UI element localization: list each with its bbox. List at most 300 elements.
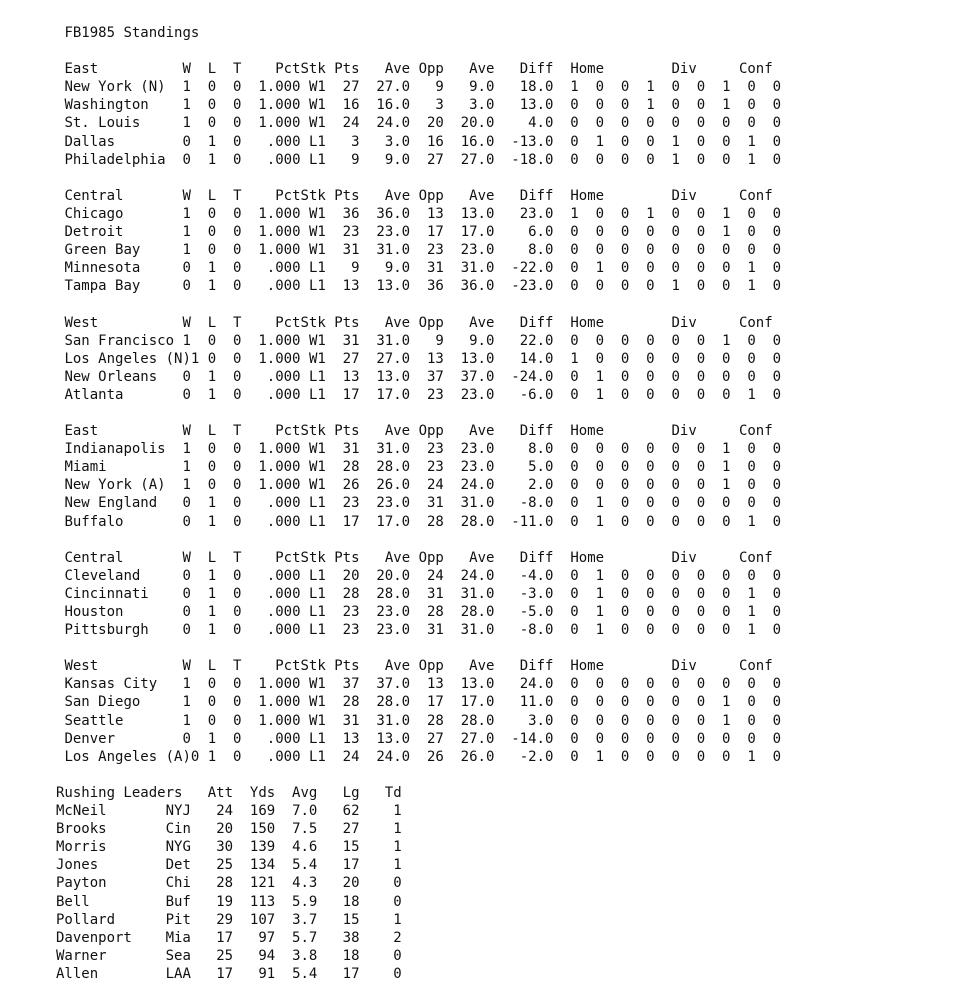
points-for-avg: 28.0 <box>376 694 411 711</box>
points-for: 28 <box>342 459 360 476</box>
win-pct: .000 <box>266 368 301 385</box>
div-record: 1 <box>671 278 680 295</box>
home-record: 1 <box>595 513 605 530</box>
rushing-row <box>56 802 781 820</box>
conf-record: 1 <box>722 477 731 494</box>
standings-row <box>56 567 781 585</box>
win-pct: .000 <box>266 386 301 403</box>
home-record: 1 <box>595 133 605 150</box>
home-record: 0 <box>570 224 579 241</box>
conf-record: 0 <box>772 441 782 458</box>
home-record: 0 <box>570 386 579 403</box>
conf-record: 0 <box>772 368 782 385</box>
points-for-avg: 23.0 <box>376 495 411 512</box>
losses: 0 <box>207 97 217 114</box>
streak: W1 <box>308 676 326 693</box>
home-record: 0 <box>620 459 630 476</box>
col-header-ave: Ave <box>384 314 411 331</box>
conf-record: 0 <box>772 386 782 403</box>
win-pct: .000 <box>266 278 301 295</box>
points-against-avg: 31.0 <box>460 495 495 512</box>
home-record: 1 <box>595 495 604 512</box>
wins: 1 <box>182 242 191 259</box>
touchdowns: 1 <box>393 821 402 838</box>
conf-record: 0 <box>772 260 782 277</box>
wins: 1 <box>190 350 200 367</box>
home-record: 0 <box>595 459 604 476</box>
wins: 0 <box>182 495 191 512</box>
streak: L1 <box>308 368 326 385</box>
conf-record: 1 <box>722 205 731 222</box>
home-record: 0 <box>595 97 605 114</box>
col-header-conf: Conf <box>738 61 773 78</box>
points-for-avg: 37.0 <box>376 676 411 693</box>
points-for: 13 <box>342 730 360 747</box>
home-record: 1 <box>595 368 604 385</box>
point-diff: -22.0 <box>511 260 554 277</box>
blank-line <box>56 42 781 60</box>
conf-record: 0 <box>772 604 782 620</box>
col-header-ave: Ave <box>384 658 411 675</box>
home-record: 0 <box>570 115 579 132</box>
streak: L1 <box>308 386 326 403</box>
col-header-stk: Stk <box>300 61 326 78</box>
div-record: 0 <box>696 97 706 114</box>
win-pct: .000 <box>266 260 301 277</box>
points-against-avg: 9.0 <box>469 332 495 349</box>
standings-row <box>56 386 781 404</box>
col-header-stk: Stk <box>300 658 326 675</box>
points-for: 13 <box>342 278 360 295</box>
home-record: 0 <box>595 205 605 222</box>
streak: L1 <box>308 622 326 639</box>
wins: 1 <box>182 477 191 494</box>
point-diff: 2.0 <box>528 477 554 494</box>
points-against-avg: 24.0 <box>460 567 495 584</box>
div-record: 0 <box>696 730 706 747</box>
touchdowns: 0 <box>393 965 402 982</box>
long: 27 <box>342 821 360 838</box>
col-header-t: T <box>233 314 242 331</box>
streak: L1 <box>308 567 326 584</box>
losses: 0 <box>207 350 217 367</box>
points-for: 20 <box>342 567 360 584</box>
team-name: Seattle <box>64 712 124 729</box>
ties: 0 <box>233 151 242 168</box>
points-against: 9 <box>435 332 444 349</box>
points-against: 28 <box>426 513 444 530</box>
standings-row <box>56 332 781 350</box>
points-against: 31 <box>426 260 444 277</box>
div-record: 0 <box>671 441 680 458</box>
rushing-col-yds: Yds <box>249 784 276 801</box>
home-record: 0 <box>595 350 604 367</box>
points-for-avg: 31.0 <box>376 441 411 458</box>
division-header <box>56 187 781 205</box>
points-for-avg: 9.0 <box>384 151 411 168</box>
conf-record: 0 <box>722 133 731 150</box>
streak: W1 <box>308 459 326 476</box>
player-team: Det <box>165 857 191 874</box>
div-record: 0 <box>671 694 680 711</box>
conf-record: 0 <box>747 242 756 259</box>
points-against-avg: 28.0 <box>460 604 495 620</box>
div-record: 0 <box>646 459 655 476</box>
col-header-home: Home <box>570 658 605 675</box>
points-for: 27 <box>342 350 360 367</box>
conf-record: 0 <box>772 205 782 222</box>
conf-record: 1 <box>722 459 731 476</box>
col-header-opp-ave: Ave <box>469 314 495 331</box>
conf-record: 0 <box>772 350 782 367</box>
wins: 0 <box>182 513 191 530</box>
points-against: 36 <box>426 278 444 295</box>
points-for: 9 <box>351 260 360 277</box>
average: 3.7 <box>292 911 318 928</box>
points-for-avg: 23.0 <box>376 622 411 639</box>
home-record: 0 <box>620 115 630 132</box>
col-header-conf: Conf <box>738 314 773 331</box>
win-pct: .000 <box>266 495 301 512</box>
conf-record: 1 <box>747 622 756 639</box>
home-record: 1 <box>595 386 605 403</box>
col-header-l: L <box>207 61 217 78</box>
losses: 1 <box>207 386 217 403</box>
point-diff: -3.0 <box>519 585 554 602</box>
team-name: Los Angeles (A) <box>64 748 191 765</box>
conf-record: 0 <box>722 260 731 277</box>
player-name: Davenport <box>56 929 132 946</box>
col-header-stk: Stk <box>300 187 326 204</box>
points-against-avg: 31.0 <box>460 585 495 602</box>
div-record: 0 <box>671 477 680 494</box>
conf-record: 0 <box>747 676 756 693</box>
div-record: 0 <box>671 730 680 747</box>
attempts: 17 <box>216 929 234 946</box>
points-against-avg: 37.0 <box>460 368 495 385</box>
touchdowns: 0 <box>393 947 402 964</box>
points-against-avg: 23.0 <box>460 441 495 458</box>
points-for: 28 <box>342 585 360 602</box>
conf-record: 1 <box>722 712 731 729</box>
average: 7.5 <box>292 821 318 838</box>
win-pct: 1.000 <box>258 332 301 349</box>
div-record: 0 <box>671 332 680 349</box>
home-record: 0 <box>570 513 579 530</box>
conf-record: 0 <box>772 278 782 295</box>
home-record: 0 <box>570 477 579 494</box>
div-record: 0 <box>646 386 655 403</box>
points-for-avg: 31.0 <box>376 332 411 349</box>
blank-line <box>56 639 781 657</box>
team-name: Houston <box>64 604 124 620</box>
col-header-opp-ave: Ave <box>469 423 495 440</box>
standings-row <box>56 730 781 748</box>
touchdowns: 2 <box>393 929 402 946</box>
home-record: 0 <box>595 694 604 711</box>
losses: 0 <box>207 79 217 96</box>
player-name: Allen <box>56 965 99 982</box>
point-diff: -4.0 <box>519 567 554 584</box>
conf-record: 0 <box>747 79 756 96</box>
streak: W1 <box>308 205 326 222</box>
col-header-div: Div <box>671 61 697 78</box>
points-for: 16 <box>342 97 360 114</box>
points-for-avg: 23.0 <box>376 604 411 620</box>
col-header-diff: Diff <box>519 658 554 675</box>
conf-record: 0 <box>772 224 782 241</box>
div-record: 0 <box>671 567 680 584</box>
points-against-avg: 28.0 <box>460 712 495 729</box>
team-name: Minnesota <box>64 260 141 277</box>
streak: L1 <box>308 585 326 602</box>
streak: L1 <box>308 278 326 295</box>
points-against: 23 <box>426 386 444 403</box>
attempts: 30 <box>216 839 234 856</box>
conf-record: 0 <box>747 441 756 458</box>
points-for: 23 <box>342 604 360 620</box>
home-record: 0 <box>595 712 605 729</box>
touchdowns: 0 <box>393 875 402 892</box>
standings-row <box>56 621 781 639</box>
team-name: Denver <box>64 730 116 747</box>
points-against: 17 <box>426 224 444 241</box>
conf-record: 0 <box>722 604 731 620</box>
streak: W1 <box>308 332 326 349</box>
col-header-ave: Ave <box>384 549 411 566</box>
div-record: 0 <box>671 585 680 602</box>
conf-record: 1 <box>722 97 731 114</box>
ties: 0 <box>233 332 242 349</box>
conf-record: 1 <box>722 224 731 241</box>
conf-record: 0 <box>722 567 731 584</box>
conf-record: 0 <box>772 477 782 494</box>
conf-record: 0 <box>747 459 756 476</box>
points-for: 17 <box>342 513 360 530</box>
conf-record: 0 <box>772 242 782 259</box>
losses: 1 <box>207 604 217 620</box>
points-for: 23 <box>342 495 360 512</box>
div-record: 0 <box>646 151 655 168</box>
col-header-pct: Pct <box>275 187 301 204</box>
points-against: 27 <box>426 151 444 168</box>
div-record: 0 <box>646 278 655 295</box>
team-name: Los Angeles (N) <box>64 350 191 367</box>
player-name: Morris <box>56 839 107 856</box>
conf-record: 0 <box>772 459 782 476</box>
points-against: 26 <box>426 748 444 765</box>
points-against-avg: 9.0 <box>469 79 495 96</box>
conf-record: 0 <box>722 585 731 602</box>
point-diff: -23.0 <box>511 278 554 295</box>
win-pct: .000 <box>266 604 301 620</box>
div-record: 1 <box>671 151 680 168</box>
points-for: 36 <box>342 205 360 222</box>
losses: 1 <box>207 622 217 639</box>
player-name: Jones <box>56 857 99 874</box>
wins: 1 <box>182 224 191 241</box>
points-for: 9 <box>351 151 360 168</box>
streak: W1 <box>308 441 326 458</box>
div-record: 0 <box>696 278 706 295</box>
points-for-avg: 31.0 <box>376 242 411 259</box>
col-header-diff: Diff <box>519 61 554 78</box>
division-header <box>56 422 781 440</box>
div-record: 0 <box>646 712 655 729</box>
col-header-w: W <box>182 61 191 78</box>
team-name: Cincinnati <box>64 585 149 602</box>
point-diff: -24.0 <box>511 368 554 385</box>
div-record: 0 <box>671 79 680 96</box>
win-pct: .000 <box>266 567 301 584</box>
player-name: Pollard <box>56 911 116 928</box>
home-record: 0 <box>570 676 579 693</box>
conf-record: 0 <box>772 622 782 639</box>
home-record: 0 <box>595 477 604 494</box>
standings-row <box>56 513 781 531</box>
wins: 1 <box>182 441 191 458</box>
wins: 1 <box>182 97 191 114</box>
home-record: 0 <box>570 278 579 295</box>
losses: 0 <box>207 676 217 693</box>
home-record: 0 <box>570 133 579 150</box>
yards: 169 <box>249 803 276 820</box>
points-against: 27 <box>426 730 444 747</box>
average: 5.7 <box>292 929 318 946</box>
div-record: 0 <box>646 224 655 241</box>
ties: 0 <box>233 278 242 295</box>
points-for: 23 <box>342 224 360 241</box>
long: 38 <box>342 929 360 946</box>
losses: 0 <box>207 115 217 132</box>
div-record: 0 <box>696 513 706 530</box>
ties: 0 <box>233 459 242 476</box>
team-name: Cleveland <box>64 567 141 584</box>
points-against-avg: 27.0 <box>460 151 495 168</box>
rushing-col-td: Td <box>384 784 402 801</box>
points-against-avg: 23.0 <box>460 459 495 476</box>
conf-record: 0 <box>772 730 782 747</box>
rushing-row <box>56 965 781 983</box>
div-record: 0 <box>696 477 706 494</box>
standings-row <box>56 350 781 368</box>
div-record: 0 <box>696 567 706 584</box>
home-record: 0 <box>570 604 579 620</box>
point-diff: 18.0 <box>519 79 554 96</box>
streak: L1 <box>308 513 326 530</box>
col-header-pts: Pts <box>334 423 360 440</box>
division-name: East <box>64 423 99 440</box>
conf-record: 0 <box>747 350 756 367</box>
div-record: 1 <box>646 97 655 114</box>
col-header-home: Home <box>570 61 605 78</box>
average: 5.4 <box>292 965 318 982</box>
team-name: San Francisco <box>64 332 175 349</box>
conf-record: 0 <box>772 585 782 602</box>
div-record: 0 <box>696 115 706 132</box>
home-record: 0 <box>620 260 630 277</box>
streak: L1 <box>308 260 326 277</box>
div-record: 0 <box>646 332 655 349</box>
touchdowns: 1 <box>393 911 402 928</box>
div-record: 0 <box>696 459 706 476</box>
win-pct: 1.000 <box>258 441 301 458</box>
home-record: 0 <box>620 676 630 693</box>
div-record: 0 <box>646 567 655 584</box>
standings-row <box>56 458 781 476</box>
points-for-avg: 13.0 <box>376 730 411 747</box>
home-record: 0 <box>620 477 630 494</box>
col-header-opp-ave: Ave <box>469 187 495 204</box>
point-diff: 13.0 <box>519 97 554 114</box>
home-record: 0 <box>595 151 605 168</box>
losses: 0 <box>207 242 217 259</box>
streak: L1 <box>308 604 326 620</box>
losses: 0 <box>207 712 217 729</box>
div-record: 0 <box>696 495 706 512</box>
team-name: Tampa Bay <box>64 278 141 295</box>
points-for: 27 <box>342 79 360 96</box>
rushing-row <box>56 874 781 892</box>
player-name: Brooks <box>56 821 107 838</box>
col-header-opp-ave: Ave <box>469 549 495 566</box>
win-pct: 1.000 <box>258 350 301 367</box>
points-for-avg: 27.0 <box>376 350 411 367</box>
points-against: 31 <box>426 622 444 639</box>
home-record: 0 <box>570 332 579 349</box>
conf-record: 0 <box>722 151 731 168</box>
conf-record: 0 <box>747 115 756 132</box>
conf-record: 0 <box>722 350 731 367</box>
home-record: 0 <box>620 133 630 150</box>
win-pct: 1.000 <box>258 97 301 114</box>
streak: L1 <box>308 730 326 747</box>
col-header-w: W <box>182 187 191 204</box>
home-record: 0 <box>570 748 579 765</box>
div-record: 0 <box>646 242 655 259</box>
div-record: 0 <box>646 477 655 494</box>
streak: W1 <box>308 712 326 729</box>
win-pct: 1.000 <box>258 224 301 241</box>
conf-record: 1 <box>747 151 756 168</box>
home-record: 1 <box>595 585 604 602</box>
col-header-diff: Diff <box>519 423 554 440</box>
team-name: Dallas <box>64 133 116 150</box>
losses: 1 <box>207 567 217 584</box>
win-pct: 1.000 <box>258 205 301 222</box>
wins: 1 <box>182 459 191 476</box>
div-record: 0 <box>646 585 655 602</box>
rushing-col-avg: Avg <box>292 784 318 801</box>
div-record: 0 <box>646 368 655 385</box>
conf-record: 1 <box>722 332 731 349</box>
col-header-conf: Conf <box>738 187 773 204</box>
home-record: 0 <box>595 332 605 349</box>
col-header-pct: Pct <box>275 61 301 78</box>
team-name: New Orleans <box>64 368 158 385</box>
col-header-opp: Opp <box>418 423 444 440</box>
point-diff: -8.0 <box>519 622 554 639</box>
ties: 0 <box>233 79 242 96</box>
rushing-row <box>56 838 781 856</box>
col-header-t: T <box>233 187 242 204</box>
page-title: FB1985 Standings <box>64 25 200 41</box>
col-header-conf: Conf <box>738 423 773 440</box>
div-record: 0 <box>671 495 680 512</box>
ties: 0 <box>233 115 242 132</box>
points-for-avg: 16.0 <box>376 97 411 114</box>
win-pct: .000 <box>266 513 301 530</box>
